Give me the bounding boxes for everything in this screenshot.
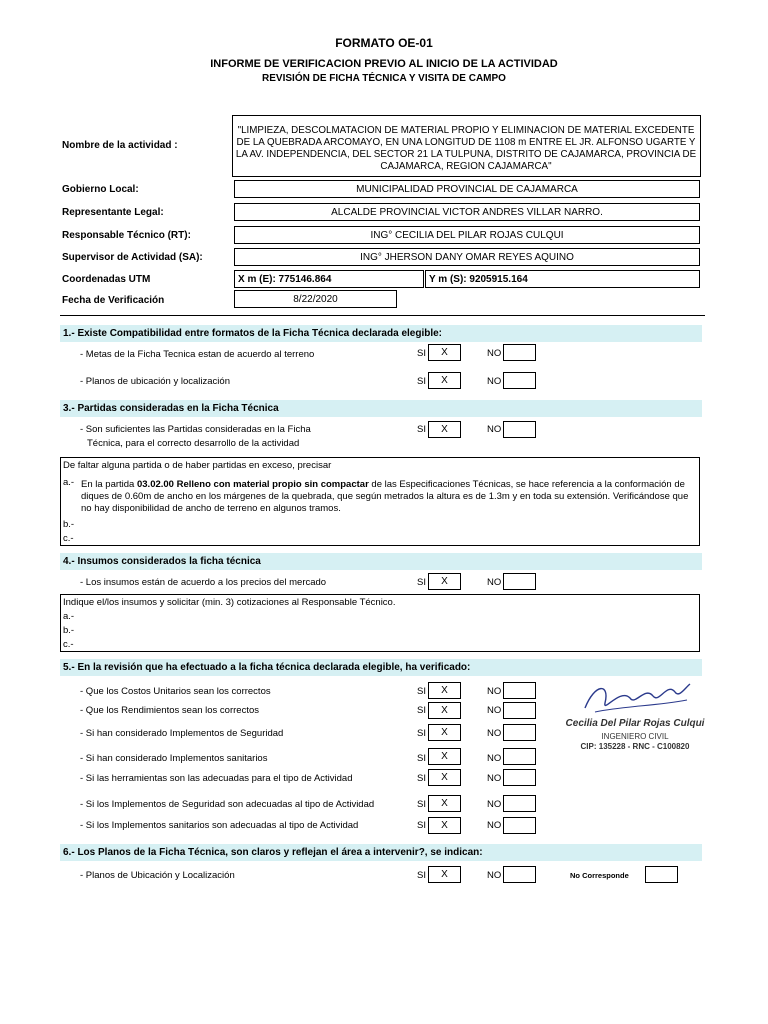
s1-item-label: - Planos de ubicación y localización: [80, 376, 230, 387]
actividad-line: "LIMPIEZA, DESCOLMATACION DE MATERIAL PROPIO Y ELIMINACION DE MATERIAL EXCEDENTE: [237, 125, 695, 136]
no-checkbox[interactable]: [503, 795, 536, 812]
actividad-line: DE LA QUEBRADA ARCOMAYO, EN UNA LONGITUD DE 1108 m ENTRE EL JR. ALFONSO UGARTE Y: [236, 137, 696, 148]
section-5-header: 5.- En la revisión que ha efectuado a la ficha técnica declarada elegible, ha verificado:: [60, 659, 702, 676]
si-label: SI: [417, 376, 426, 387]
s3-c-label: c.-: [63, 533, 74, 544]
actividad-line: CAJAMARCA, REGION CAJAMARCA": [380, 161, 552, 172]
no-checkbox[interactable]: [503, 344, 536, 361]
s3-a-bold: 03.02.00 Relleno con material propio sin compactar: [136, 479, 369, 490]
no-corresponde-label: No Corresponde: [570, 871, 629, 880]
no-checkbox[interactable]: [503, 372, 536, 389]
no-checkbox[interactable]: [503, 748, 536, 765]
representante-label: Representante Legal:: [62, 207, 164, 218]
s3-item-line1: - Son suficientes las Partidas consideradas en la Ficha: [80, 424, 311, 435]
formato-code: FORMATO OE-01: [335, 36, 433, 50]
coord-y-field: Y m (S): 9205915.164: [425, 270, 700, 288]
document-subtitle: REVISIÓN DE FICHA TÉCNICA Y VISITA DE CAMPO: [262, 73, 506, 84]
si-label: SI: [417, 773, 426, 784]
si-label: SI: [417, 799, 426, 810]
representante-field: ALCALDE PROVINCIAL VICTOR ANDRES VILLAR NARRO.: [234, 203, 700, 221]
si-checkbox[interactable]: X: [428, 573, 461, 590]
no-label: NO: [487, 686, 502, 697]
s5-item-label: - Si han considerado Implementos de Seguridad: [80, 728, 284, 739]
si-checkbox[interactable]: X: [428, 682, 461, 699]
s1-item-label: - Metas de la Ficha Tecnica estan de acuerdo al terreno: [80, 349, 315, 360]
s3-a-line2: diques de 0.60m de ancho en los márgenes de la quebrada, que según metrados la altura es de 1.3m y en toda su extensión. Verificándose que: [81, 491, 689, 502]
no-checkbox[interactable]: [503, 682, 536, 699]
s5-item-label: - Que los Rendimientos sean los correctos: [80, 705, 259, 716]
no-label: NO: [487, 577, 502, 588]
actividad-label: Nombre de la actividad :: [62, 140, 178, 151]
no-checkbox[interactable]: [503, 817, 536, 834]
si-label: SI: [417, 705, 426, 716]
s3-observations-box: [60, 457, 700, 546]
s5-item-label: - Si los Implementos sanitarios son adecuadas al tipo de Actividad: [80, 820, 359, 831]
signature-scribble-icon: [575, 678, 695, 718]
s3-b-label: b.-: [63, 519, 75, 530]
si-checkbox[interactable]: X: [428, 372, 461, 389]
gobierno-label: Gobierno Local:: [62, 184, 139, 195]
si-checkbox[interactable]: X: [428, 769, 461, 786]
no-label: NO: [487, 728, 502, 739]
s4-item-label: - Los insumos están de acuerdo a los precios del mercado: [80, 577, 327, 588]
no-checkbox[interactable]: [503, 724, 536, 741]
si-label: SI: [417, 820, 426, 831]
si-label: SI: [417, 577, 426, 588]
fecha-label: Fecha de Verificación: [62, 295, 165, 306]
s4-b-label: b.-: [63, 625, 75, 636]
s5-item-label: - Si los Implementos de Seguridad son adecuadas al tipo de Actividad: [80, 799, 375, 810]
signature-stamp: [560, 678, 710, 758]
si-checkbox[interactable]: X: [428, 866, 461, 883]
si-label: SI: [417, 348, 426, 359]
s4-note-header: Indique el/los insumos y solicitar (min. 3) cotizaciones al Responsable Técnico.: [63, 597, 396, 608]
coordenadas-label: Coordenadas UTM: [62, 274, 151, 285]
s3-a-pre: En la partida: [81, 479, 137, 490]
no-label: NO: [487, 424, 502, 435]
gobierno-field: MUNICIPALIDAD PROVINCIAL DE CAJAMARCA: [234, 180, 700, 198]
s3-a-line1: [81, 479, 685, 490]
no-checkbox[interactable]: [503, 573, 536, 590]
si-label: SI: [417, 424, 426, 435]
no-checkbox[interactable]: [503, 421, 536, 438]
section-6-header: 6.- Los Planos de la Ficha Técnica, son claros y reflejan el área a intervenir?, se indican:: [60, 844, 702, 861]
document-title: INFORME DE VERIFICACION PREVIO AL INICIO DE LA ACTIVIDAD: [210, 58, 558, 70]
s3-note-header: De faltar alguna partida o de haber partidas en exceso, precisar: [63, 460, 332, 471]
s4-c-label: c.-: [63, 639, 74, 650]
no-label: NO: [487, 773, 502, 784]
si-label: SI: [417, 753, 426, 764]
si-checkbox[interactable]: X: [428, 344, 461, 361]
actividad-line: LA AV. INDEPENDENCIA, DEL SECTOR 21 LA TULPUNA, DISTRITO DE CAJAMARCA, PROVINCIA DE: [235, 149, 697, 160]
coord-x-field: X m (E): 775146.864: [234, 270, 424, 288]
s3-a-label: a.-: [63, 477, 75, 488]
si-label: SI: [417, 686, 426, 697]
section-1-header: 1.- Existe Compatibilidad entre formatos de la Ficha Técnica declarada elegible:: [60, 325, 702, 342]
responsable-label: Responsable Técnico (RT):: [62, 230, 191, 241]
s3-a-post: de las Especificaciones Técnicas, se hace referencia a la conformación de: [368, 479, 685, 490]
supervisor-label: Supervisor de Actividad (SA):: [62, 252, 203, 263]
s5-item-label: - Si han considerado Implementos sanitarios: [80, 753, 268, 764]
no-label: NO: [487, 705, 502, 716]
fecha-field: 8/22/2020: [234, 290, 397, 308]
s4-observations-box: [60, 594, 700, 652]
si-checkbox[interactable]: X: [428, 724, 461, 741]
si-checkbox[interactable]: X: [428, 817, 461, 834]
si-checkbox[interactable]: X: [428, 421, 461, 438]
no-corresponde-checkbox[interactable]: [645, 866, 678, 883]
si-checkbox[interactable]: X: [428, 702, 461, 719]
supervisor-field: ING° JHERSON DANY OMAR REYES AQUINO: [234, 248, 700, 266]
s6-item-label: - Planos de Ubicación y Localización: [80, 870, 235, 881]
section-3-header: 3.- Partidas consideradas en la Ficha Técnica: [60, 400, 702, 417]
divider: [60, 315, 705, 316]
no-checkbox[interactable]: [503, 769, 536, 786]
no-label: NO: [487, 820, 502, 831]
no-label: NO: [487, 348, 502, 359]
responsable-field: ING° CECILIA DEL PILAR ROJAS CULQUI: [234, 226, 700, 244]
si-checkbox[interactable]: X: [428, 795, 461, 812]
s5-item-label: - Que los Costos Unitarios sean los correctos: [80, 686, 271, 697]
no-checkbox[interactable]: [503, 702, 536, 719]
no-checkbox[interactable]: [503, 866, 536, 883]
no-label: NO: [487, 799, 502, 810]
s3-item-line2: Técnica, para el correcto desarrollo de la actividad: [87, 438, 300, 449]
s3-a-line3: no hay disponibilidad de ancho de terreno en algunos tramos.: [81, 503, 341, 514]
stamp-name: Cecilia Del Pilar Rojas Culqui: [565, 718, 705, 729]
s4-a-label: a.-: [63, 611, 75, 622]
s5-item-label: - Si las herramientas son las adecuadas para el tipo de Actividad: [80, 773, 353, 784]
no-label: NO: [487, 376, 502, 387]
section-4-header: 4.- Insumos considerados la ficha técnica: [60, 553, 702, 570]
si-checkbox[interactable]: X: [428, 748, 461, 765]
si-label: SI: [417, 870, 426, 881]
si-label: SI: [417, 728, 426, 739]
no-label: NO: [487, 753, 502, 764]
stamp-cip: CIP: 135228 - RNC - C100820: [580, 742, 690, 751]
no-label: NO: [487, 870, 502, 881]
actividad-box: [232, 115, 701, 177]
stamp-role: INGENIERO CIVIL: [601, 732, 669, 741]
